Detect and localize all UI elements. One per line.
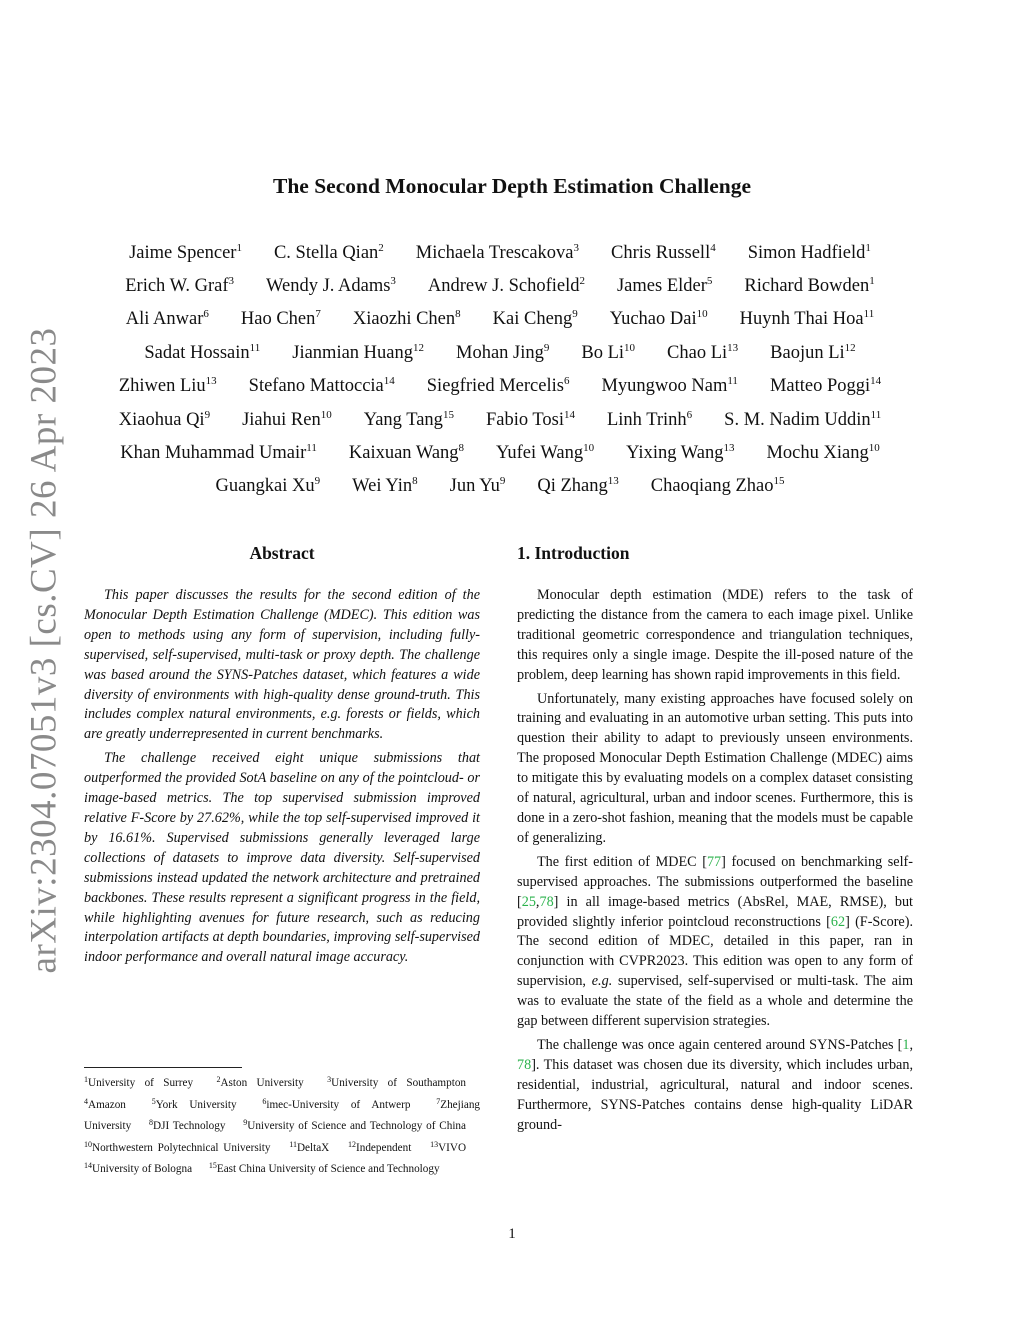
author-affiliation-mark: 10 (868, 442, 880, 455)
affiliation-name: DeltaX (296, 1141, 330, 1154)
author-name: Erich W. Graf (125, 276, 229, 297)
citation-link[interactable]: 25 (521, 893, 536, 910)
author-row (80, 336, 920, 369)
right-column (517, 540, 913, 1139)
author (496, 442, 594, 464)
author-name: S. M. Nadim Uddin (724, 409, 871, 430)
author-name: Bo Li (581, 342, 625, 363)
affiliation-name: Amazon (88, 1098, 126, 1111)
author (581, 342, 635, 364)
author-name: Huynh Thai Hoa (739, 309, 864, 330)
affiliation-name: VIVO (438, 1141, 467, 1154)
author-affiliation-mark: 14 (870, 375, 882, 388)
author (493, 308, 578, 330)
abstract-heading: Abstract (249, 543, 315, 563)
citation-link[interactable]: 78 (517, 1056, 532, 1073)
author-row (80, 436, 920, 469)
affiliation-note (149, 1120, 225, 1132)
author-name: Richard Bowden (744, 276, 870, 297)
author-affiliation-mark: 13 (205, 375, 217, 388)
affiliation-note (216, 1077, 303, 1089)
author-name: C. Stella Qian (273, 242, 379, 263)
affiliation-number: 13 (430, 1139, 439, 1149)
author-name: Yufei Wang (496, 443, 584, 464)
left-column (84, 540, 480, 972)
affiliation-note (289, 1139, 330, 1154)
intro-paragraph-4 (517, 1036, 913, 1136)
author-name: Guangkai Xu (215, 476, 315, 497)
author (617, 275, 712, 297)
author-row (80, 236, 920, 269)
author (125, 275, 234, 297)
affiliation-number: 4 (84, 1096, 88, 1106)
page-number: 1 (508, 1226, 516, 1242)
text-span-italic: e.g. (591, 973, 613, 990)
author-name: Stefano Mattoccia (248, 376, 384, 397)
author-name: Khan Muhammad Umair (120, 443, 307, 464)
author-affiliation-mark: 9 (572, 308, 578, 321)
author-name: Simon Hadfield (747, 242, 866, 263)
affiliation-note (84, 1163, 192, 1175)
author-affiliation-mark: 5 (706, 275, 713, 288)
affiliation-name: imec-University of Antwerp (266, 1098, 411, 1111)
author-name: Xiaohua Qi (118, 409, 205, 430)
author (349, 442, 464, 464)
author-affiliation-mark: 11 (306, 442, 317, 455)
text-span: The challenge was once again centered around SYNS-Patches [ (537, 1036, 903, 1053)
author (427, 375, 570, 397)
affiliation-name: Zhejiang University (84, 1098, 481, 1133)
author-name: Sadat Hossain (144, 342, 250, 363)
author (241, 308, 321, 330)
text-span: , (909, 1036, 913, 1053)
author (352, 475, 418, 497)
author-affiliation-mark: 13 (723, 442, 735, 455)
citation-link[interactable]: 62 (830, 913, 846, 930)
affiliation-name: University of Surrey (88, 1077, 194, 1089)
affiliation-number: 5 (151, 1096, 156, 1106)
author-affiliation-mark: 3 (228, 275, 234, 288)
author (428, 275, 585, 297)
affiliation-number: 1 (84, 1075, 88, 1084)
author-list (80, 236, 920, 503)
author-affiliation-mark: 6 (686, 408, 693, 421)
author-name: Siegfried Mercelis (426, 376, 564, 397)
author-name: Chao Li (667, 342, 728, 363)
author-name: Yuchao Dai (609, 309, 697, 330)
author-name: Yang Tang (363, 409, 443, 430)
affiliation-name: East China University of Science and Technology (216, 1163, 440, 1176)
author-affiliation-mark: 11 (727, 375, 738, 388)
author-row (80, 403, 920, 436)
affiliation-note (348, 1139, 412, 1154)
author-affiliation-mark: 9 (204, 408, 211, 421)
author-name: Michaela Trescakova (415, 242, 574, 263)
author-name: Andrew J. Schofield (427, 276, 580, 297)
affiliation-name: Independent (356, 1141, 412, 1154)
affiliation-note (151, 1096, 237, 1111)
affiliation-note (209, 1163, 440, 1175)
affiliation-number: 7 (436, 1096, 441, 1106)
introduction-heading: 1. Introduction (517, 543, 630, 563)
abstract-paragraph-1: This paper discusses the results for the second edition of the Monocular Depth Estimation Challenge (MDEC). This edition was open to methods using any form of supervision, including fully-supervised, self-supervised, multi-task or proxy depth. The challenge was based around the SYNS-Patches dataset, which features a wide diversity of environments with high-quality dense ground-truth. This includes complex natural environments, e.g. forests or fields, which are greatly underrepresented in current benchmarks. (84, 587, 480, 743)
affiliation-number: 6 (262, 1096, 267, 1106)
affiliation-note (327, 1077, 466, 1089)
author-affiliation-mark: 1 (236, 241, 242, 254)
author-row (80, 470, 920, 503)
affiliation-number: 15 (208, 1161, 217, 1171)
paper-title: The Second Monocular Depth Estimation Challenge (272, 174, 751, 198)
author-row (80, 269, 920, 302)
affiliation-name: University of Southampton (331, 1077, 467, 1089)
author-affiliation-mark: 8 (455, 308, 461, 321)
affiliation-name: DJI Technology (153, 1120, 226, 1133)
affiliation-number: 11 (289, 1139, 297, 1149)
author (770, 342, 856, 364)
intro-paragraph-2: Unfortunately, many existing approaches have focused solely on training and evaluating in an automotive urban setting. This puts into question their ability to adapt to previously unseen environments. The proposed Monocular Depth Estimation Challenge (MDEC) aims to mitigate this by evaluating models on a complex dataset consisting of natural, agricultural, urban and indoor scenes. Furthermore, this is done in a zero-shot fashion, meaning that the models must be capable of generalizing. (517, 690, 913, 846)
author (274, 242, 384, 264)
author (353, 308, 461, 330)
affiliation-note (430, 1139, 467, 1154)
author (537, 475, 618, 497)
author-affiliation-mark: 10 (624, 341, 636, 354)
author-name: Kaixuan Wang (348, 443, 459, 464)
intro-paragraph-3 (517, 853, 913, 1032)
author (611, 242, 716, 264)
affiliation-name: York University (155, 1098, 237, 1111)
author (748, 242, 871, 264)
author (120, 442, 317, 464)
author-affiliation-mark: 9 (314, 475, 321, 488)
affiliation-number: 2 (216, 1075, 221, 1084)
author-affiliation-mark: 6 (203, 308, 209, 321)
author-affiliation-mark: 11 (870, 408, 882, 421)
author-affiliation-mark: 1 (865, 241, 871, 254)
author-name: Qi Zhang (537, 476, 608, 497)
author-name: Baojun Li (770, 342, 845, 363)
text-span: ] (F-Score). The second edition of MDEC, detailed in this paper, ran in conjunction with CVPR2023. This edition was open to any form of supervision, (517, 913, 913, 990)
author-name: Jaime Spencer (129, 242, 237, 263)
author-row (80, 303, 920, 336)
author-affiliation-mark: 6 (563, 375, 570, 388)
author-affiliation-mark: 4 (710, 241, 716, 254)
author-name: Wendy J. Adams (266, 276, 391, 297)
affiliation-number: 14 (84, 1161, 92, 1171)
author (119, 409, 210, 431)
author (601, 375, 738, 397)
author (610, 308, 708, 330)
author-affiliation-mark: 3 (573, 241, 580, 254)
author-affiliation-mark: 12 (844, 341, 856, 354)
author (292, 342, 424, 364)
author-name: Yixing Wang (626, 443, 724, 464)
author-name: Linh Trinh (606, 409, 687, 430)
author-name: Myungwoo Nam (601, 376, 728, 397)
author-name: Wei Yin (352, 476, 413, 497)
author (626, 442, 734, 464)
author-affiliation-mark: 14 (383, 375, 395, 388)
affiliation-number: 10 (84, 1139, 92, 1149)
affiliation-number: 12 (348, 1139, 357, 1149)
footnote-rule (84, 1067, 242, 1068)
text-span: , (535, 893, 540, 910)
text-span: The first edition of MDEC [ (537, 853, 707, 870)
author-affiliation-mark: 3 (390, 275, 396, 288)
affiliation-note (84, 1077, 193, 1089)
affiliation-number: 3 (327, 1075, 332, 1084)
author-affiliation-mark: 1 (869, 275, 875, 288)
author-affiliation-mark: 11 (863, 308, 875, 321)
author-affiliation-mark: 8 (412, 475, 418, 488)
author (364, 409, 454, 431)
author-name: Kai Cheng (492, 309, 573, 330)
author (416, 242, 579, 264)
arxiv-identifier-text: arXiv:2304.07051v3 [cs.CV] 26 Apr 2023 (23, 327, 65, 973)
affiliation-number: 9 (243, 1118, 248, 1128)
author-affiliation-mark: 15 (442, 408, 454, 421)
author (651, 475, 785, 497)
author (667, 342, 738, 364)
author (144, 342, 260, 364)
intro-paragraph-1: Monocular depth estimation (MDE) refers to the task of predicting the distance from the camera to each image pixel. Unlike traditional geometric correspondence and triangulation techniques, this requires only a single image. Despite the ill-posed nature of the problem, deep learning has shown rapid improvements in this field. (517, 587, 913, 683)
affiliation-footnotes (84, 1071, 480, 1179)
author-name: James Elder (616, 276, 707, 297)
author-name: Jiahui Ren (242, 409, 321, 430)
author-name: Ali Anwar (125, 309, 204, 330)
author-affiliation-mark: 9 (499, 475, 506, 488)
affiliation-name: University of Science and Technology of China (247, 1120, 466, 1133)
affiliation-note (84, 1139, 271, 1154)
author-name: Chris Russell (611, 242, 711, 263)
author (744, 275, 874, 297)
author (266, 275, 396, 297)
author-name: Jun Yu (449, 476, 500, 497)
author-affiliation-mark: 2 (378, 241, 384, 254)
author-affiliation-mark: 14 (563, 408, 575, 421)
arxiv-identifier (12, 327, 76, 973)
author-affiliation-mark: 7 (315, 308, 321, 321)
author (607, 409, 692, 431)
author (249, 375, 395, 397)
author-name: Chaoqiang Zhao (650, 476, 774, 497)
author (126, 308, 209, 330)
author-affiliation-mark: 12 (413, 341, 424, 354)
affiliation-note (84, 1096, 126, 1111)
author-name: Mohan Jing (456, 342, 544, 363)
affiliation-name: Northwestern Polytechnical University (92, 1141, 271, 1154)
abstract-paragraph-2: The challenge received eight unique submissions that outperformed the provided SotA baseline on any of the pointcloud- or image-based metrics. The top supervised submission improved relative F-Score by 27.62%, while the top self-supervised improved it by 16.61%. Supervised submissions generally leveraged large collections of datasets to improve data diversity. Self-supervised submissions instead updated the network architecture and pretrained backbones. These results represent a significant progress in the field, while highlighting avenues for future research, such as reducing interpolation artifacts at depth boundaries, improving self-supervised indoor performance and overall natural image accuracy. (84, 750, 480, 966)
author-name: Zhiwen Liu (118, 376, 206, 397)
author (242, 409, 332, 431)
author-affiliation-mark: 13 (727, 341, 739, 354)
author (740, 308, 875, 330)
author (450, 475, 506, 497)
author-affiliation-mark: 10 (320, 408, 332, 421)
author-affiliation-mark: 2 (579, 275, 585, 288)
author-affiliation-mark: 10 (696, 308, 708, 321)
author-row (80, 370, 920, 403)
author (766, 442, 879, 464)
affiliation-name: Aston University (220, 1077, 304, 1089)
author-affiliation-mark: 15 (773, 475, 785, 488)
affiliation-note (262, 1096, 411, 1111)
author-name: Jianmian Huang (292, 342, 413, 363)
citation-link[interactable]: 78 (539, 893, 554, 910)
author-affiliation-mark: 9 (543, 341, 550, 354)
author (456, 342, 549, 364)
author-name: Xiaozhi Chen (352, 309, 456, 330)
text-span: supervised, self-supervised or multi-task. The aim was to evaluate the state of the field as a whole and determine the gap between different supervision strategies. (517, 973, 913, 1030)
author (119, 375, 217, 397)
citation-link[interactable]: 1 (902, 1036, 910, 1053)
affiliation-note (243, 1120, 466, 1132)
abstract (84, 586, 480, 968)
author (770, 375, 881, 397)
author-affiliation-mark: 11 (249, 341, 261, 354)
text-span: ] focused on benchmarking self-supervised approaches. The submissions outperformed the baseline [ (517, 853, 913, 910)
text-span: ] in all image-based metrics (AbsRel, MAE, RMSE), but provided slightly inferior pointcloud reconstructions [ (517, 893, 913, 930)
author-affiliation-mark: 8 (458, 442, 465, 455)
author (215, 475, 320, 497)
author-name: Fabio Tosi (485, 409, 564, 430)
author-affiliation-mark: 13 (607, 475, 619, 488)
citation-link[interactable]: 77 (706, 853, 722, 870)
author-affiliation-mark: 10 (583, 442, 595, 455)
text-span: ]. This dataset was chosen due its diversity, which includes urban, residential, industrial, agricultural, natural and indoor scenes. Furthermore, SYNS-Patches contains dense high-quality LiDAR ground- (517, 1056, 913, 1133)
author (724, 409, 881, 431)
affiliation-name: University of Bologna (92, 1163, 193, 1176)
author (129, 242, 242, 264)
affiliation-number: 8 (149, 1118, 154, 1128)
author-name: Hao Chen (240, 309, 316, 330)
author-name: Matteo Poggi (769, 376, 871, 397)
author (486, 409, 575, 431)
author-name: Mochu Xiang (766, 443, 869, 464)
